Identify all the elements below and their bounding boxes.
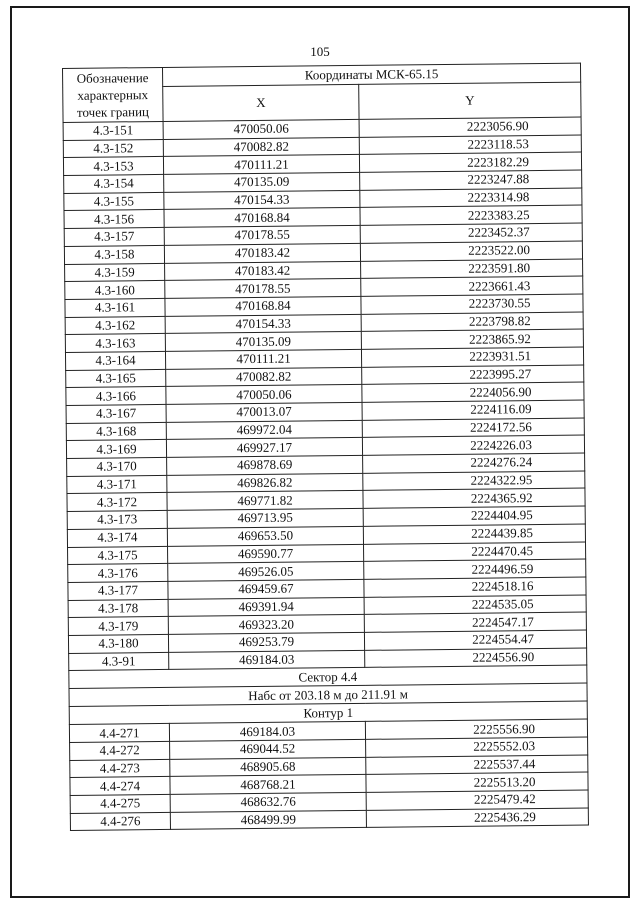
y-cell: 2223730.55 <box>361 294 583 314</box>
x-cell: 469972.04 <box>166 420 362 440</box>
x-cell: 469878.69 <box>167 455 363 475</box>
y-cell: 2224404.95 <box>363 506 585 526</box>
y-cell: 2224226.03 <box>362 435 584 455</box>
x-cell: 469771.82 <box>167 491 363 511</box>
point-cell: 4.3-173 <box>67 511 167 530</box>
point-cell: 4.4-273 <box>70 759 170 778</box>
y-cell: 2224535.05 <box>364 595 586 615</box>
point-cell: 4.3-170 <box>67 457 167 476</box>
x-cell: 468499.99 <box>170 810 366 830</box>
y-cell: 2223247.88 <box>360 170 582 190</box>
y-cell: 2223931.51 <box>361 347 583 367</box>
y-cell: 2223798.82 <box>361 312 583 332</box>
point-cell: 4.3-175 <box>68 546 168 565</box>
x-cell: 470168.84 <box>165 296 361 316</box>
y-cell: 2223591.80 <box>361 259 583 279</box>
coordinates-column-header: Координаты МСК-65.15 <box>162 63 580 86</box>
x-cell: 469653.50 <box>167 526 363 546</box>
point-cell: 4.3-168 <box>66 422 166 441</box>
y-cell: 2223522.00 <box>360 241 582 261</box>
y-cell: 2224116.09 <box>362 400 584 420</box>
y-cell: 2224496.59 <box>364 559 586 579</box>
point-cell: 4.3-167 <box>66 404 166 423</box>
point-cell: 4.4-274 <box>70 777 170 796</box>
x-cell: 469253.79 <box>168 632 364 652</box>
point-column-header: Обозначение характерных точек границ <box>63 67 164 122</box>
point-cell: 4.3-166 <box>66 387 166 406</box>
point-cell: 4.3-179 <box>68 617 168 636</box>
x-cell: 470183.42 <box>165 261 361 281</box>
point-cell: 4.3-152 <box>63 139 163 158</box>
x-cell: 469323.20 <box>168 615 364 635</box>
point-cell: 4.3-155 <box>64 192 164 211</box>
point-cell: 4.3-177 <box>68 581 168 600</box>
x-cell: 469391.94 <box>168 597 364 617</box>
y-cell: 2224554.47 <box>364 630 586 650</box>
x-cell: 469184.03 <box>169 650 365 670</box>
point-cell: 4.3-157 <box>64 228 164 247</box>
sector-title: Сектор 4.4 <box>69 665 587 688</box>
x-cell: 470168.84 <box>164 208 360 228</box>
y-cell: 2224518.16 <box>364 577 586 597</box>
y-cell: 2223118.53 <box>359 135 581 155</box>
page-number: 105 <box>310 44 330 59</box>
point-cell: 4.3-161 <box>65 298 165 317</box>
point-cell: 4.3-159 <box>65 263 165 282</box>
y-cell: 2224322.95 <box>363 471 585 491</box>
point-cell: 4.3-153 <box>63 157 163 176</box>
x-cell: 469713.95 <box>167 508 363 528</box>
x-cell: 468632.76 <box>170 792 366 812</box>
sector-4-4-heading <box>69 665 588 724</box>
point-cell: 4.3-172 <box>67 493 167 512</box>
y-cell: 2223056.90 <box>359 117 581 137</box>
table-header <box>63 63 582 122</box>
x-cell: 470082.82 <box>166 367 362 387</box>
point-cell: 4.4-271 <box>69 724 169 743</box>
point-cell: 4.3-180 <box>68 634 168 653</box>
y-cell: 2224470.45 <box>363 542 585 562</box>
y-cell: 2224276.24 <box>363 453 585 473</box>
point-cell: 4.3-151 <box>63 121 163 140</box>
coordinates-table <box>62 63 589 832</box>
x-cell: 469044.52 <box>170 739 366 759</box>
x-cell: 470135.09 <box>164 172 360 192</box>
y-cell: 2224439.85 <box>363 524 585 544</box>
y-cell: 2225552.03 <box>366 737 588 757</box>
y-cell: 2224365.92 <box>363 488 585 508</box>
x-cell: 470050.06 <box>166 385 362 405</box>
x-cell: 470013.07 <box>166 402 362 422</box>
x-cell: 470082.82 <box>163 137 359 157</box>
point-cell: 4.3-160 <box>65 281 165 300</box>
y-cell: 2225513.20 <box>366 772 588 792</box>
y-cell: 2223865.92 <box>361 329 583 349</box>
point-cell: 4.3-171 <box>67 475 167 494</box>
x-cell: 468768.21 <box>170 775 366 795</box>
x-cell: 470135.09 <box>165 332 361 352</box>
point-cell: 4.3-162 <box>65 316 165 335</box>
point-cell: 4.4-276 <box>70 812 170 831</box>
point-cell: 4.3-156 <box>64 210 164 229</box>
x-cell: 470111.21 <box>165 349 361 369</box>
x-cell: 470111.21 <box>163 155 359 175</box>
y-cell: 2223452.37 <box>360 223 582 243</box>
y-cell: 2225436.29 <box>366 808 588 828</box>
contour-title: Контур 1 <box>69 701 587 724</box>
x-cell: 469826.82 <box>167 473 363 493</box>
y-cell: 2224172.56 <box>362 418 584 438</box>
point-cell: 4.3-164 <box>65 351 165 370</box>
x-cell: 468905.68 <box>170 757 366 777</box>
point-cell: 4.3-154 <box>64 175 164 194</box>
x-cell: 470183.42 <box>164 243 360 263</box>
point-cell: 4.3-163 <box>65 334 165 353</box>
x-cell: 469184.03 <box>169 722 365 742</box>
y-cell: 2223383.25 <box>360 206 582 226</box>
y-cell: 2225537.44 <box>366 755 588 775</box>
x-cell: 470154.33 <box>165 314 361 334</box>
x-cell: 469459.67 <box>168 579 364 599</box>
y-cell: 2223995.27 <box>362 365 584 385</box>
y-cell: 2224547.17 <box>364 612 586 632</box>
y-column-header: Y <box>359 82 581 119</box>
table-body-sector-4-3 <box>63 117 587 671</box>
y-cell: 2224056.90 <box>362 382 584 402</box>
point-cell: 4.3-158 <box>64 245 164 264</box>
x-cell: 470050.06 <box>163 119 359 139</box>
height-range: Набс от 203.18 м до 211.91 м <box>69 683 587 706</box>
point-cell: 4.3-176 <box>68 564 168 583</box>
x-column-header: X <box>163 84 359 121</box>
point-cell: 4.3-174 <box>67 528 167 547</box>
point-cell: 4.3-169 <box>66 440 166 459</box>
y-cell: 2224556.90 <box>365 648 587 668</box>
point-cell: 4.3-178 <box>68 599 168 618</box>
point-cell: 4.3-91 <box>69 652 169 671</box>
x-cell: 470178.55 <box>164 226 360 246</box>
coordinates-sheet <box>62 63 589 832</box>
point-cell: 4.4-272 <box>70 741 170 760</box>
point-cell: 4.3-165 <box>66 369 166 388</box>
y-cell: 2225479.42 <box>366 790 588 810</box>
x-cell: 470178.55 <box>165 279 361 299</box>
x-cell: 470154.33 <box>164 190 360 210</box>
point-cell: 4.4-275 <box>70 794 170 813</box>
y-cell: 2223182.29 <box>359 152 581 172</box>
x-cell: 469927.17 <box>166 438 362 458</box>
y-cell: 2223314.98 <box>360 188 582 208</box>
y-cell: 2225556.90 <box>365 719 587 739</box>
x-cell: 469526.05 <box>168 562 364 582</box>
x-cell: 469590.77 <box>168 544 364 564</box>
table-body-sector-4-4 <box>69 719 588 831</box>
y-cell: 2223661.43 <box>361 276 583 296</box>
